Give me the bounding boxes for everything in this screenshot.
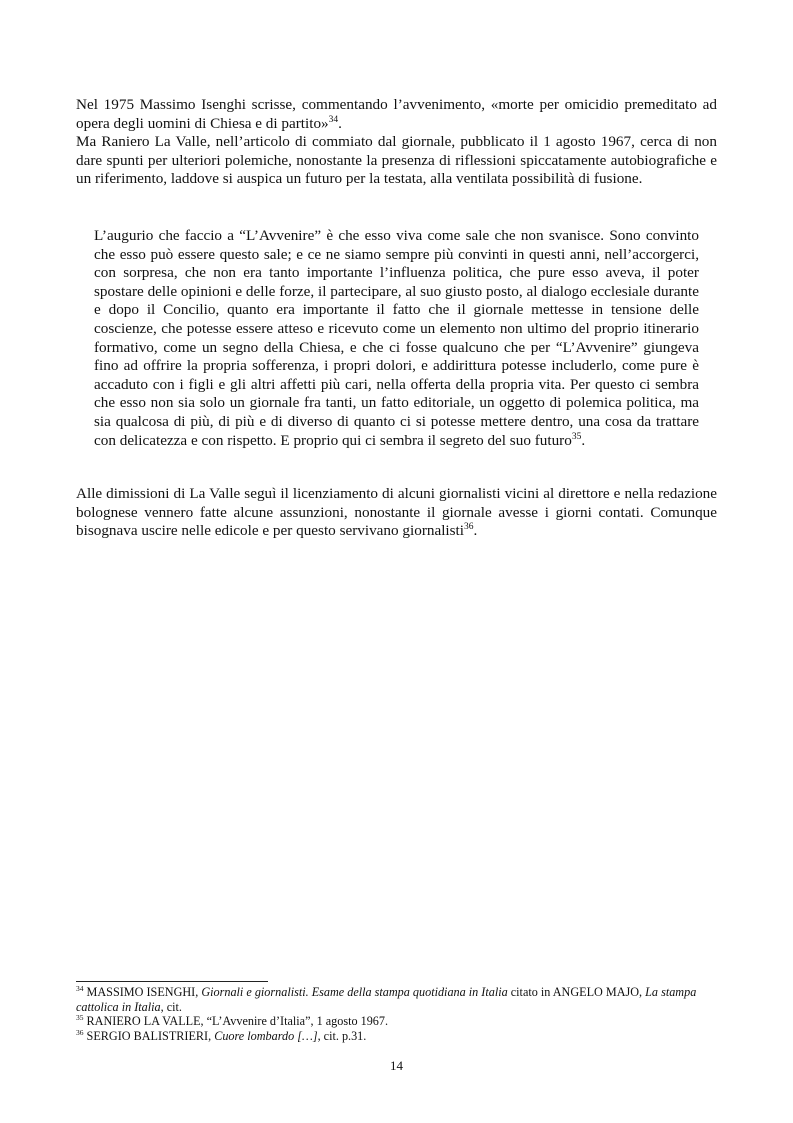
footnote-34-tail: , cit. [160,999,182,1014]
footnote-ref-34[interactable]: 34 [328,114,339,125]
footnote-35 [76,1014,717,1029]
footnotes [76,985,717,1043]
footnote-35-number: 35 [76,1013,84,1023]
footnote-35-text: RANIERO LA VALLE, “L’Avvenire d’Italia”, 1 agosto 1967. [83,1014,389,1029]
intro-text [76,96,717,189]
footnote-36-author: SERGIO BALISTRIERI, [83,1028,215,1043]
paragraph-dimissioni-end: . [473,522,478,540]
footnote-36 [76,1029,717,1044]
block-quote-text: L’augurio che faccio a “L’Avvenire” è che esso viva come sale che non svanisce. Sono convinto che esso può essere questo sale; e ce ne siamo sempre più convinti in questi anni, nell’accorgerci, con sorpresa, che non era tanto importante l’influenza politica, che pure esso aveva, il poter spostare delle opinioni e delle forze, il partecipare, al suo giusto posto, al dialogo ecclesiale durante e dopo il Concilio, quanto era importante il fatto che il giornale mettesse in tensione delle coscienze, che potesse essere atteso e ricevuto come un elemento non ultimo del proprio itinerario formativo, come un segno della Chiesa, e che ci fosse qualcuno che per “L’Avvenire” giungeva fino ad offrire la propria sofferenza, i propri dolori, e addirittura potesse includerlo, come pure è accaduto con i figli e gli altri affetti più cari, nella offerta della propria vita. Per questo ci sembra che esso non sia solo un giornale fra tanti, un fatto editoriale, un oggetto di polemica politica, ma sia qualcosa di più, di più e di diverso di quanto ci si potesse mettere dentro, una cosa da trattare con delicatezza e con rispetto. E proprio qui ci sembra il segreto del suo futuro [94,227,699,449]
block-quote [94,227,699,450]
paragraph-dimissioni [76,485,717,541]
closing-text [76,485,717,541]
paragraph-isenghi-end: . [338,114,342,132]
footnote-34-middle: citato in ANGELO MAJO, [507,985,646,999]
block-quote-end: . [581,431,586,449]
footnote-ref-36[interactable]: 36 [464,522,474,533]
paragraph-isenghi [76,96,717,133]
page-number: 14 [390,1058,403,1073]
paragraph-isenghi-text: Nel 1975 Massimo Isenghi scrisse, commentando l’avvenimento, «morte per omicidio premeditato ad opera degli uomini di Chiesa e di partito» [76,96,717,132]
footnote-34-number: 34 [76,983,84,993]
paragraph-dimissioni-text: Alle dimissioni di La Valle seguì il licenziamento di alcuni giornalisti vicini al direttore e nella redazione bolognese vennero fatte alcune assunzioni, nonostante il giornale avesse i giorni contati. Comunque bisognava uscire nelle edicole e per questo servivano giornalisti [76,485,717,540]
footnote-34 [76,985,717,1014]
footnote-ref-35[interactable]: 35 [571,431,582,442]
footnote-36-tail: , cit. p.31. [317,1028,367,1043]
footnote-34-title2: La stampa cattolica in Italia [76,985,697,1014]
paragraph-la-valle: Ma Raniero La Valle, nell’articolo di commiato dal giornale, pubblicato il 1 agosto 1967, cerca di non dare spunti per ulteriori polemiche, nonostante la presenza di riflessioni spiccatamente autobiografiche e un riferimento, laddove si auspica un futuro per la testata, alla ventilata possibilità di fusione. [76,133,717,188]
footnote-separator [76,981,268,982]
footnote-36-title: Cuore lombardo […] [214,1028,318,1043]
footnote-34-author: MASSIMO ISENGHI, [83,985,202,999]
footnote-36-number: 36 [76,1027,84,1037]
footnote-34-title: Giornali e giornalisti. Esame della stampa quotidiana in Italia [201,985,508,999]
